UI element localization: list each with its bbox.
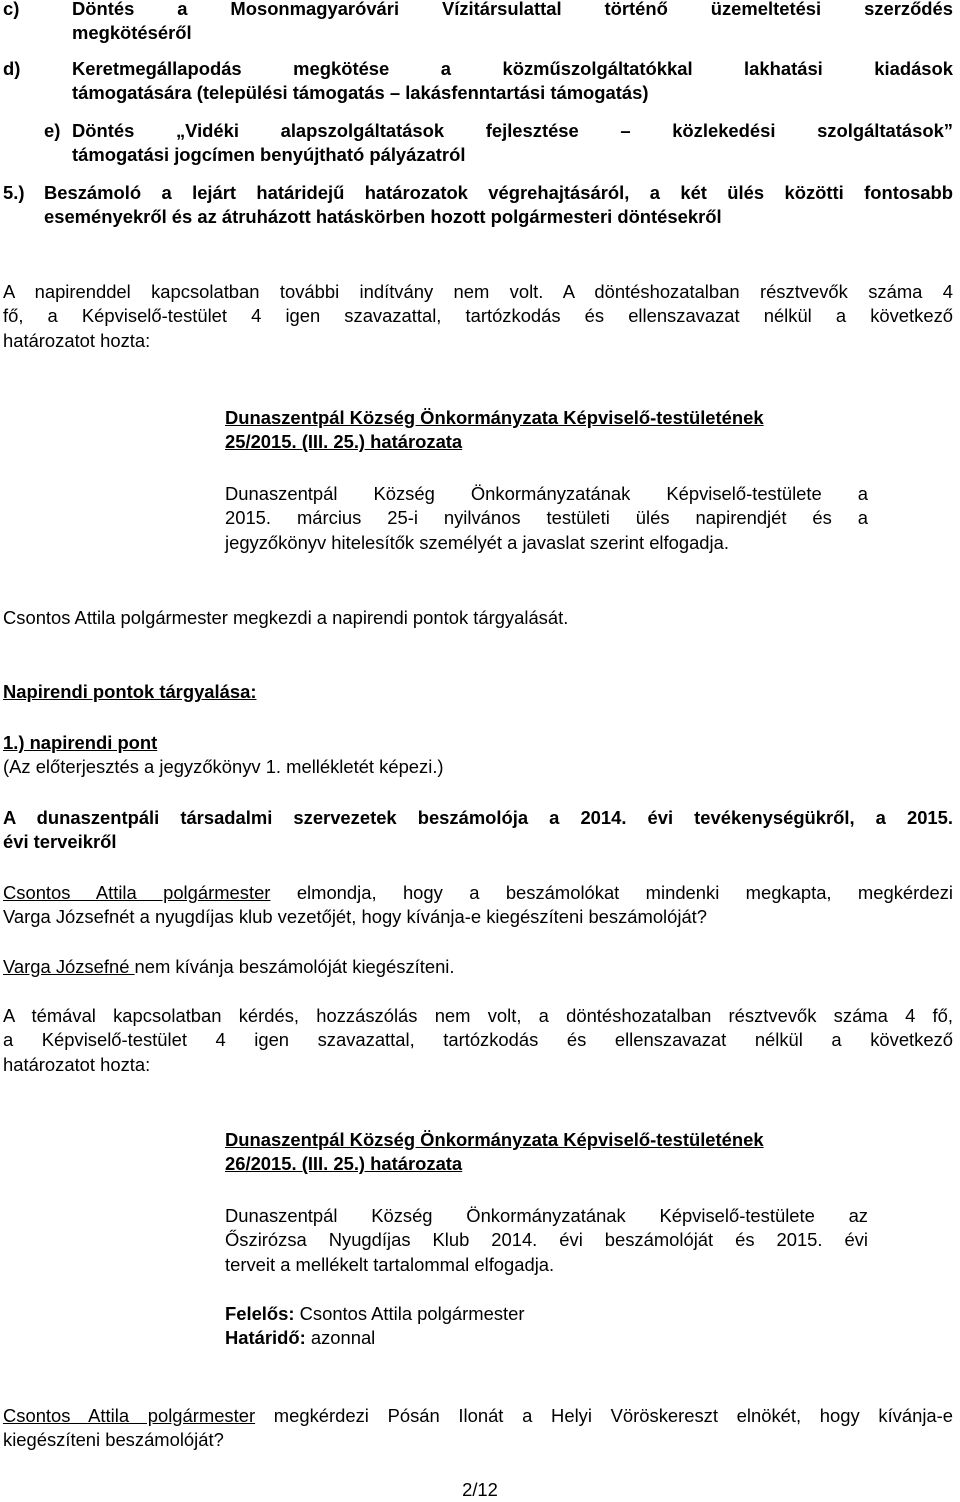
paragraph-line: Varga Józsefnét a nyugdíjas klub vezetőjét, hogy kívánja-e kiegészíteni beszámolóját? [3, 906, 708, 928]
speaker-name: Csontos Attila polgármester [3, 1405, 256, 1426]
point-subject [3, 806, 953, 855]
agenda-item-text-line: eseményekről és az átruházott hatáskörben hozott polgármesteri döntésekről [44, 206, 722, 228]
deadline-line [225, 1326, 868, 1350]
paragraph-line: kiegészíteni beszámolóját? [3, 1429, 224, 1451]
point-subject-line: évi terveikről [3, 831, 117, 853]
paragraph-line: A napirenddel kapcsolatban további indítvány nem volt. A döntéshozatalban résztvevők száma 4 [3, 281, 953, 302]
paragraph-line [3, 1404, 953, 1428]
closing-paragraph [3, 1404, 953, 1453]
resolution-text-line: jegyzőkönyv hitelesítők személyét a javaslat szerint elfogadja. [225, 531, 729, 553]
agenda-item-text-line: Döntés „Vidéki alapszolgáltatások fejlesztése – közlekedési szolgáltatások” [72, 120, 953, 141]
agenda-item-text-line: Beszámoló a lejárt határidejű határozatok végrehajtásáról, a két ülés közötti fontosabb [44, 182, 953, 203]
resolution-26-responsibility [225, 1302, 868, 1351]
responsible-value: Csontos Attila polgármester [294, 1303, 525, 1324]
point-subject-line: A dunaszentpáli társadalmi szervezetek beszámolója a 2014. évi tevékenységükről, a 2015. [3, 807, 953, 828]
speech-text: megkérdezi Pósán Ilonát a Helyi Vöröskereszt elnökét, hogy kívánja-e [255, 1405, 954, 1426]
resolution-25-heading [225, 406, 868, 455]
agenda-item-label: d) [3, 58, 21, 79]
discussion-paragraph-2 [3, 955, 953, 979]
agenda-item-text-line: Döntés a Mosonmagyaróvári Vízitársulattal történő üzemeltetési szerződés [72, 0, 953, 19]
speech-text: nem kívánja beszámolóját kiegészíteni. [134, 956, 455, 977]
voting-paragraph-1 [3, 280, 953, 353]
agenda-heading [3, 680, 953, 704]
mayor-start-paragraph: Csontos Attila polgármester megkezdi a napirendi pontok tárgyalását. [3, 607, 569, 628]
paragraph-line: határozatot hozta: [3, 1053, 151, 1075]
agenda-heading-text: Napirendi pontok tárgyalása: [3, 681, 257, 702]
agenda-item-label: 5.) [3, 182, 25, 203]
responsible-label: Felelős: [225, 1303, 295, 1324]
responsible-line [225, 1302, 868, 1326]
agenda-item-text-line: megkötéséről [72, 22, 192, 44]
agenda-item-label: c) [3, 0, 20, 19]
resolution-title: Dunaszentpál Község Önkormányzata Képviselő-testületének [225, 407, 764, 428]
voting-paragraph-2 [3, 1004, 953, 1077]
agenda-point-1 [3, 731, 953, 780]
resolution-text-line: Őszirózsa Nyugdíjas Klub 2014. évi beszámolóját és 2015. évi [225, 1229, 868, 1251]
agenda-item-5 [3, 181, 953, 230]
paragraph-line: határozatot hozta: [3, 329, 151, 351]
agenda-item-d [3, 57, 953, 106]
agenda-item-e [44, 119, 953, 168]
discussion-paragraph-1 [3, 881, 953, 930]
speaker-name: Varga Józsefné [3, 956, 135, 977]
page-number: 2/12 [462, 1479, 498, 1500]
resolution-number: 25/2015. (III. 25.) határozata [225, 431, 463, 453]
paragraph-line [3, 881, 953, 905]
resolution-text-line: terveit a mellékelt tartalommal elfogadja. [225, 1253, 555, 1275]
paragraph-line: fő, a Képviselő-testület 4 igen szavazattal, tartózkodás és ellenszavazat nélkül a következő [3, 305, 953, 327]
speaker-name: Csontos Attila polgármester [3, 882, 271, 903]
point-title: 1.) napirendi pont [3, 732, 158, 753]
paragraph-line: a Képviselő-testület 4 igen szavazattal, tartózkodás és ellenszavazat nélkül a következő [3, 1029, 953, 1051]
resolution-26-body [225, 1204, 868, 1277]
agenda-item-text-line: Keretmegállapodás megkötése a közműszolgáltatókkal lakhatási kiadások [72, 58, 953, 79]
resolution-25-body [225, 482, 868, 555]
agenda-item-label: e) [44, 120, 61, 141]
resolution-text-line: Dunaszentpál Község Önkormányzatának Képviselő-testülete az [225, 1205, 868, 1226]
resolution-number: 26/2015. (III. 25.) határozata [225, 1153, 463, 1175]
resolution-text-line: Dunaszentpál Község Önkormányzatának Képviselő-testülete a [225, 483, 868, 504]
point-note: (Az előterjesztés a jegyzőkönyv 1. mellékletét képezi.) [3, 756, 444, 778]
agenda-item-text-line: támogatási jogcímen benyújtható pályázatról [72, 144, 466, 166]
deadline-label: Határidő: [225, 1327, 306, 1349]
deadline-value: azonnal [305, 1327, 376, 1349]
paragraph-line: A témával kapcsolatban kérdés, hozzászólás nem volt, a döntéshozatalban résztvevők száma 4 fő, [3, 1005, 953, 1026]
resolution-title: Dunaszentpál Község Önkormányzata Képviselő-testületének [225, 1129, 764, 1150]
agenda-item-text-line: támogatására (települési támogatás – lakásfenntartási támogatás) [72, 82, 649, 104]
agenda-item-c [3, 0, 953, 46]
resolution-26-heading [225, 1128, 868, 1177]
resolution-text-line: 2015. március 25-i nyilvános testületi ülés napirendjét és a [225, 507, 868, 529]
speech-text: elmondja, hogy a beszámolókat mindenki megkapta, megkérdezi [270, 882, 953, 903]
